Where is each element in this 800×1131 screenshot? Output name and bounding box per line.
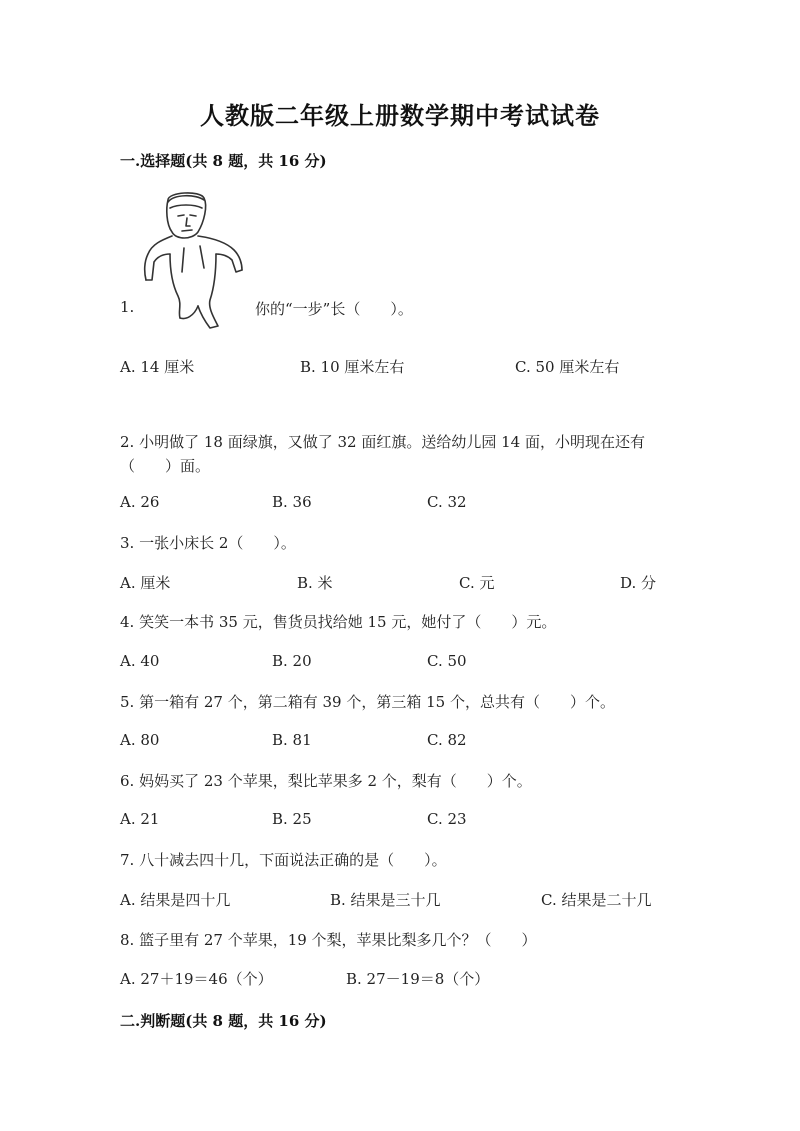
question-3-option-c[interactable]: C. 元 bbox=[459, 574, 495, 592]
question-2-text: 2. 小明做了 18 面绿旗，又做了 32 面红旗。送给幼儿园 14 面，小明现在还有（ ）面。 bbox=[120, 433, 645, 475]
question-8-text: 8. 篮子里有 27 个苹果，19 个梨，苹果比梨多几个？（ ） bbox=[120, 931, 537, 949]
question-7-option-a[interactable]: A. 结果是四十几 bbox=[120, 891, 231, 909]
question-1-option-c[interactable]: C. 50 厘米左右 bbox=[515, 358, 620, 376]
stick-figure-drawing bbox=[138, 188, 250, 334]
question-4-option-c[interactable]: C. 50 bbox=[427, 652, 467, 670]
question-2-option-a[interactable]: A. 26 bbox=[120, 493, 160, 511]
question-2-option-c[interactable]: C. 32 bbox=[427, 493, 467, 511]
question-4-option-a[interactable]: A. 40 bbox=[120, 652, 160, 670]
question-6-text: 6. 妈妈买了 23 个苹果，梨比苹果多 2 个，梨有（ ）个。 bbox=[120, 772, 532, 790]
question-7-option-b[interactable]: B. 结果是三十几 bbox=[330, 891, 441, 909]
question-6-option-a[interactable]: A. 21 bbox=[120, 810, 160, 828]
question-3-option-b[interactable]: B. 米 bbox=[297, 574, 333, 592]
question-1-text: 你的“一步”长（ ）。 bbox=[255, 300, 413, 318]
question-2-option-b[interactable]: B. 36 bbox=[272, 493, 312, 511]
question-4-text: 4. 笑笑一本书 35 元，售货员找给她 15 元，她付了（ ）元。 bbox=[120, 613, 557, 631]
question-4-option-b[interactable]: B. 20 bbox=[272, 652, 312, 670]
section-heading-multiple-choice: 一.选择题(共 8 题，共 16 分) bbox=[120, 152, 327, 170]
question-5-option-a[interactable]: A. 80 bbox=[120, 731, 160, 749]
page-title: 人教版二年级上册数学期中考试试卷 bbox=[200, 101, 600, 130]
question-3-option-a[interactable]: A. 厘米 bbox=[120, 574, 171, 592]
question-3-text: 3. 一张小床长 2（ ）。 bbox=[120, 534, 296, 552]
question-1-number: 1. bbox=[120, 298, 135, 316]
question-5-text: 5. 第一箱有 27 个，第二箱有 39 个，第三箱 15 个，总共有（ ）个。 bbox=[120, 693, 615, 711]
question-1-option-b[interactable]: B. 10 厘米左右 bbox=[300, 358, 405, 376]
question-6-option-c[interactable]: C. 23 bbox=[427, 810, 467, 828]
question-8-option-a[interactable]: A. 27＋19＝46（个） bbox=[120, 970, 273, 988]
question-3-option-d[interactable]: D. 分 bbox=[620, 574, 657, 592]
question-5-option-c[interactable]: C. 82 bbox=[427, 731, 467, 749]
section-heading-true-false: 二.判断题(共 8 题，共 16 分) bbox=[120, 1012, 327, 1030]
question-7-option-c[interactable]: C. 结果是二十几 bbox=[541, 891, 652, 909]
question-5-option-b[interactable]: B. 81 bbox=[272, 731, 312, 749]
question-6-option-b[interactable]: B. 25 bbox=[272, 810, 312, 828]
question-8-option-b[interactable]: B. 27－19＝8（个） bbox=[346, 970, 490, 988]
question-7-text: 7. 八十减去四十几，下面说法正确的是（ ）。 bbox=[120, 851, 447, 869]
question-1-option-a[interactable]: A. 14 厘米 bbox=[120, 358, 195, 376]
